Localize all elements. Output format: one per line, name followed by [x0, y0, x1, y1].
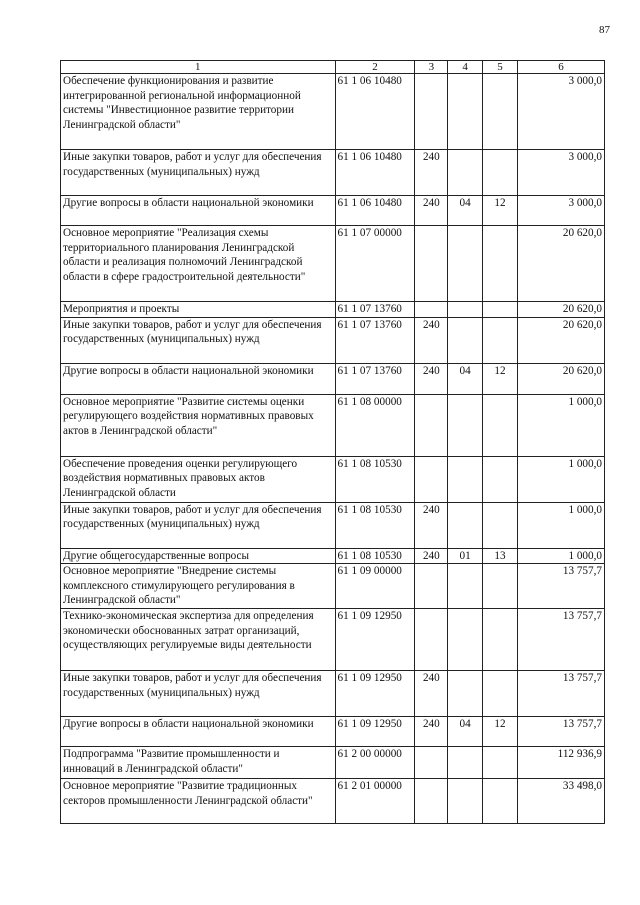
header-cell: 5	[483, 61, 518, 74]
row-expense-type-cell	[415, 779, 448, 824]
row-code-cell: 61 1 09 12950	[335, 609, 415, 671]
row-name-cell: Иные закупки товаров, работ и услуг для обеспечения государственных (муниципальных) нужд	[61, 671, 336, 717]
row-section-cell	[448, 671, 483, 717]
row-subsection-cell	[483, 502, 518, 548]
table-row	[61, 747, 605, 779]
row-name-cell: Другие вопросы в области национальной экономики	[61, 717, 336, 747]
row-subsection-cell: 12	[483, 363, 518, 394]
row-amount-cell: 3 000,0	[517, 74, 604, 150]
row-name-cell: Обеспечение функционирования и развитие интегрированной региональной информационной системы "Инвестиционное развитие территории Ленинградской области"	[61, 74, 336, 150]
row-amount-cell: 13 757,7	[517, 717, 604, 747]
row-section-cell	[448, 394, 483, 456]
row-section-cell: 01	[448, 548, 483, 564]
row-name-cell: Иные закупки товаров, работ и услуг для обеспечения государственных (муниципальных) нужд	[61, 502, 336, 548]
row-subsection-cell: 13	[483, 548, 518, 564]
row-expense-type-cell: 240	[415, 196, 448, 226]
row-name-cell: Иные закупки товаров, работ и услуг для обеспечения государственных (муниципальных) нужд	[61, 150, 336, 196]
table-row	[61, 196, 605, 226]
table-row	[61, 502, 605, 548]
row-code-cell: 61 1 08 10530	[335, 456, 415, 502]
row-subsection-cell	[483, 747, 518, 779]
row-section-cell	[448, 609, 483, 671]
row-subsection-cell	[483, 302, 518, 318]
row-section-cell	[448, 317, 483, 363]
row-section-cell	[448, 74, 483, 150]
budget-table	[60, 60, 605, 824]
row-name-cell: Иные закупки товаров, работ и услуг для обеспечения государственных (муниципальных) нужд	[61, 317, 336, 363]
row-section-cell	[448, 150, 483, 196]
header-cell: 4	[448, 61, 483, 74]
row-code-cell: 61 2 00 00000	[335, 747, 415, 779]
table-row	[61, 779, 605, 824]
row-amount-cell: 1 000,0	[517, 548, 604, 564]
header-cell: 2	[335, 61, 415, 74]
row-subsection-cell	[483, 779, 518, 824]
table-row	[61, 394, 605, 456]
table-row	[61, 363, 605, 394]
row-subsection-cell: 12	[483, 717, 518, 747]
table-row	[61, 671, 605, 717]
row-name-cell: Другие вопросы в области национальной экономики	[61, 196, 336, 226]
row-expense-type-cell: 240	[415, 717, 448, 747]
row-section-cell: 04	[448, 363, 483, 394]
table-row	[61, 717, 605, 747]
row-name-cell: Основное мероприятие "Реализация схемы территориального планирования Ленинградской области и реализация полномочий Ленинградской области в сфере градостроительной деятельности"	[61, 226, 336, 302]
table-row	[61, 548, 605, 564]
table-row	[61, 226, 605, 302]
row-code-cell: 61 1 07 13760	[335, 302, 415, 318]
row-name-cell: Другие общегосударственные вопросы	[61, 548, 336, 564]
row-subsection-cell	[483, 150, 518, 196]
row-expense-type-cell	[415, 609, 448, 671]
row-section-cell	[448, 226, 483, 302]
row-expense-type-cell: 240	[415, 317, 448, 363]
row-code-cell: 61 1 07 13760	[335, 363, 415, 394]
row-subsection-cell	[483, 564, 518, 609]
row-expense-type-cell	[415, 564, 448, 609]
row-amount-cell: 20 620,0	[517, 317, 604, 363]
row-section-cell	[448, 747, 483, 779]
row-section-cell	[448, 302, 483, 318]
row-expense-type-cell: 240	[415, 363, 448, 394]
header-cell: 3	[415, 61, 448, 74]
row-subsection-cell	[483, 671, 518, 717]
row-subsection-cell	[483, 226, 518, 302]
table-row	[61, 74, 605, 150]
row-subsection-cell: 12	[483, 196, 518, 226]
row-section-cell: 04	[448, 196, 483, 226]
row-amount-cell: 20 620,0	[517, 226, 604, 302]
row-name-cell: Основное мероприятие "Развитие традиционных секторов промышленности Ленинградской области"	[61, 779, 336, 824]
row-expense-type-cell	[415, 747, 448, 779]
row-amount-cell: 1 000,0	[517, 394, 604, 456]
table-row	[61, 564, 605, 609]
row-expense-type-cell	[415, 456, 448, 502]
row-amount-cell: 33 498,0	[517, 779, 604, 824]
row-section-cell	[448, 564, 483, 609]
row-code-cell: 61 1 06 10480	[335, 196, 415, 226]
row-code-cell: 61 1 07 00000	[335, 226, 415, 302]
row-code-cell: 61 1 08 10530	[335, 548, 415, 564]
row-amount-cell: 1 000,0	[517, 456, 604, 502]
row-subsection-cell	[483, 317, 518, 363]
row-name-cell: Мероприятия и проекты	[61, 302, 336, 318]
table-row	[61, 302, 605, 318]
row-amount-cell: 13 757,7	[517, 671, 604, 717]
row-name-cell: Обеспечение проведения оценки регулирующего воздействия нормативных правовых актов Ленинградской области	[61, 456, 336, 502]
row-section-cell	[448, 502, 483, 548]
row-code-cell: 61 1 09 12950	[335, 671, 415, 717]
row-amount-cell: 13 757,7	[517, 564, 604, 609]
row-amount-cell: 20 620,0	[517, 363, 604, 394]
row-expense-type-cell	[415, 394, 448, 456]
row-amount-cell: 13 757,7	[517, 609, 604, 671]
table-row	[61, 150, 605, 196]
row-expense-type-cell	[415, 302, 448, 318]
row-amount-cell: 3 000,0	[517, 196, 604, 226]
row-code-cell: 61 1 08 10530	[335, 502, 415, 548]
row-name-cell: Основное мероприятие "Развитие системы оценки регулирующего воздействия нормативных правовых актов в Ленинградской области"	[61, 394, 336, 456]
row-amount-cell: 20 620,0	[517, 302, 604, 318]
row-code-cell: 61 1 09 12950	[335, 717, 415, 747]
row-code-cell: 61 1 09 00000	[335, 564, 415, 609]
row-expense-type-cell: 240	[415, 671, 448, 717]
header-row	[61, 61, 605, 74]
row-subsection-cell	[483, 609, 518, 671]
row-name-cell: Основное мероприятие "Внедрение системы комплексного стимулирующего регулирования в Ленинградской области"	[61, 564, 336, 609]
row-expense-type-cell: 240	[415, 548, 448, 564]
row-amount-cell: 3 000,0	[517, 150, 604, 196]
row-section-cell: 04	[448, 717, 483, 747]
row-section-cell	[448, 456, 483, 502]
row-name-cell: Технико-экономическая экспертиза для определения экономически обоснованных затрат организаций, осуществляющих регулируемые виды деятельности	[61, 609, 336, 671]
header-cell: 6	[517, 61, 604, 74]
row-section-cell	[448, 779, 483, 824]
row-name-cell: Подпрограмма "Развитие промышленности и инноваций в Ленинградской области"	[61, 747, 336, 779]
table-row	[61, 317, 605, 363]
row-expense-type-cell: 240	[415, 502, 448, 548]
row-subsection-cell	[483, 74, 518, 150]
row-code-cell: 61 1 06 10480	[335, 150, 415, 196]
page-number: 87	[599, 24, 610, 36]
table-row	[61, 609, 605, 671]
header-cell: 1	[61, 61, 336, 74]
row-code-cell: 61 1 07 13760	[335, 317, 415, 363]
table-row	[61, 456, 605, 502]
row-amount-cell: 1 000,0	[517, 502, 604, 548]
row-expense-type-cell: 240	[415, 150, 448, 196]
row-code-cell: 61 2 01 00000	[335, 779, 415, 824]
row-code-cell: 61 1 08 00000	[335, 394, 415, 456]
row-expense-type-cell	[415, 226, 448, 302]
row-amount-cell: 112 936,9	[517, 747, 604, 779]
row-name-cell: Другие вопросы в области национальной экономики	[61, 363, 336, 394]
row-code-cell: 61 1 06 10480	[335, 74, 415, 150]
row-expense-type-cell	[415, 74, 448, 150]
row-subsection-cell	[483, 456, 518, 502]
row-subsection-cell	[483, 394, 518, 456]
